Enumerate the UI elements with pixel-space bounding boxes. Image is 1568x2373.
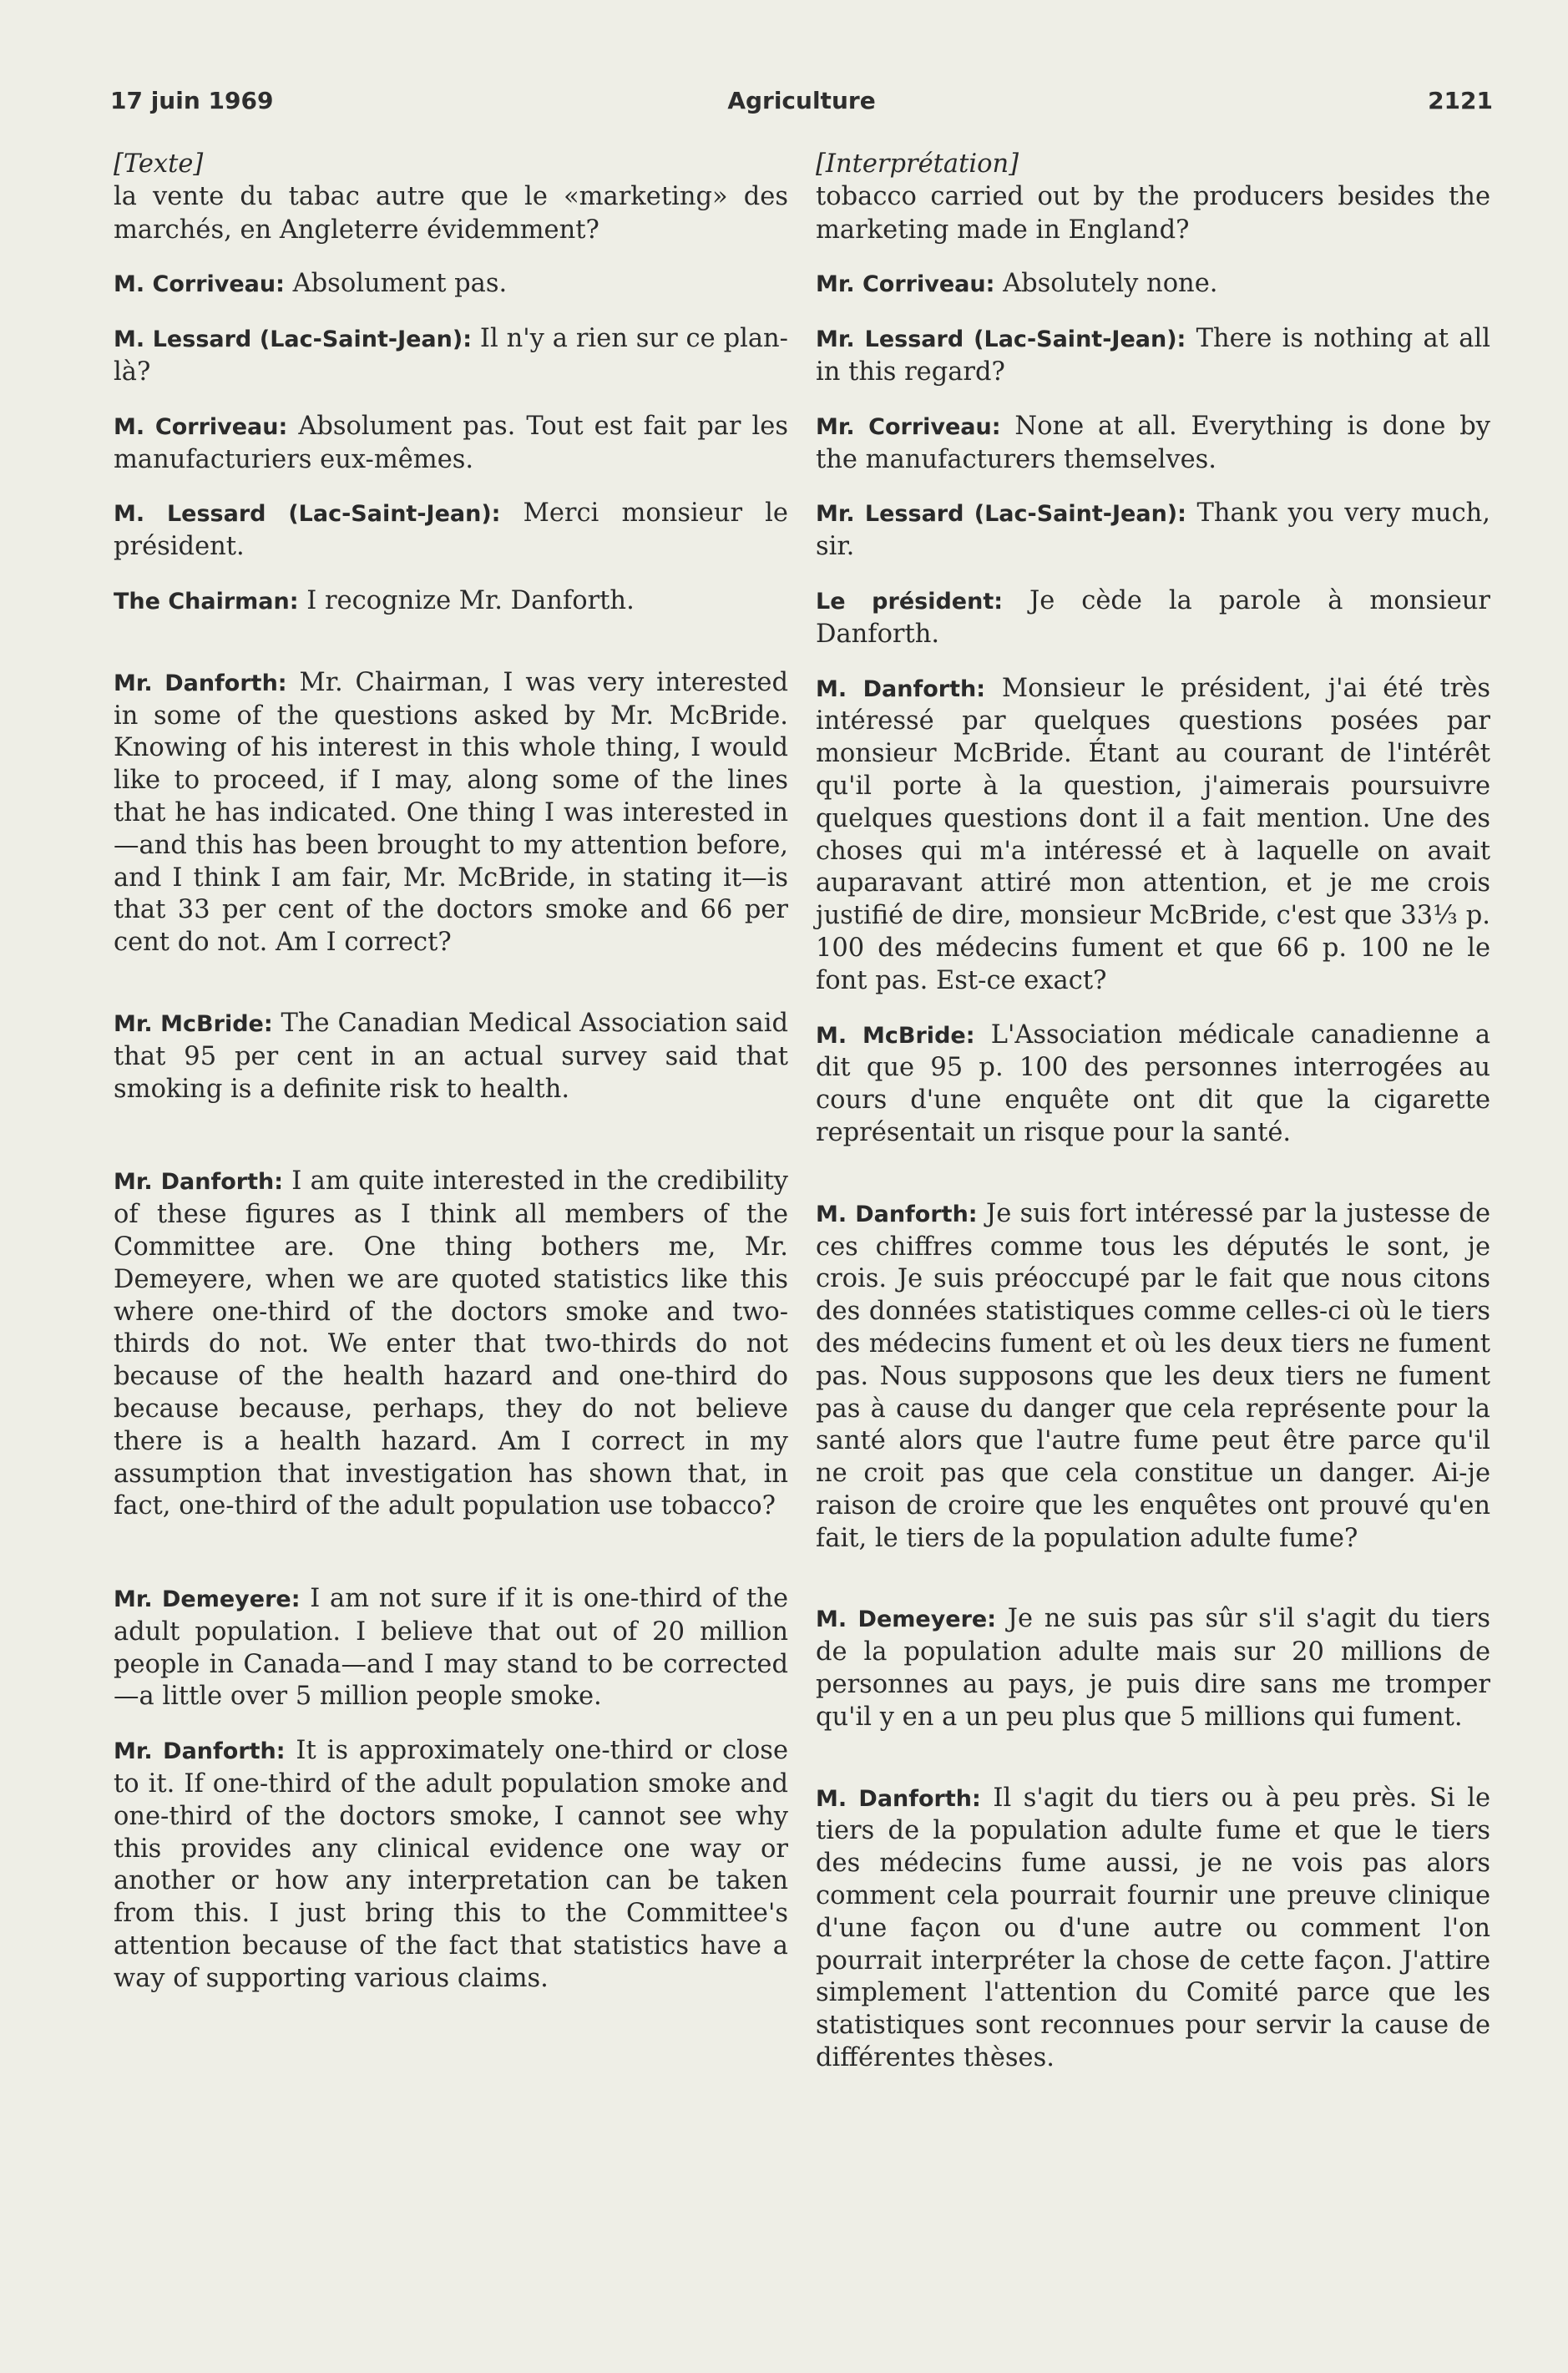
speaker-name: M. Danforth: [816, 1201, 978, 1227]
speaker-name: M. Lessard (Lac-Saint-Jean): [114, 501, 501, 528]
paragraph-text: Il s'agit du tiers ou à peu près. Si le tiers de la population adulte fume et que le tiers des médecins fume aussi, je ne vois pas alors comment cela pourrait fournir une preuve clinique d'une façon ou d'une autre ou comment l'on pourrait interpréter la chose de cette façon. J'attire simplement l'attention du Comité parce que les statistiques sont reconnues pour servir la cause de différentes thèses. [816, 1783, 1490, 2073]
paragraph-text: Absolument pas. [284, 269, 508, 299]
speaker-name: Mr. Lessard (Lac-Saint-Jean): [816, 501, 1186, 528]
speaker-name: Le président: [816, 588, 1004, 615]
speaker-name: M. Corriveau: [114, 271, 285, 298]
paragraph [114, 498, 788, 564]
paragraph [816, 673, 1490, 998]
paragraph-text: There is nothing at all in this regard? [816, 324, 1491, 387]
speaker-name: Mr. Danforth: [114, 670, 287, 696]
paragraph-text: It is approximately one-third or close to it. If one-third of the adult population smoke and one-third of the doctors smoke, I cannot see why this provides any clinical evidence one way or another or how any interpretation can be taken from this. I just bring this to the Committee's attention because of the fact that statistics have a way of supporting various claims. [114, 1736, 788, 1993]
paragraph [816, 1020, 1490, 1150]
paragraph [816, 1198, 1490, 1556]
paragraph [816, 1603, 1490, 1733]
paragraph [114, 1008, 788, 1106]
paragraph-text: Je cède la parole à monsieur Danforth. [816, 585, 1491, 649]
speaker-name: M. Danforth: [816, 1785, 981, 1812]
speaker-name: Mr. Danforth: [114, 1738, 286, 1765]
paragraph-text: Mr. Chairman, I was very interested in some of the questions asked by Mr. McBride. Knowing of his interest in this whole thing, I would like to proceed, if I may, along some of the lines that he has indicated. One thing I was interested in—and this has been brought to my attention before, and I think I am fair, Mr. McBride, in stating it—is that 33 per cent of the doctors smoke and 66 per cent do not. Am I correct? [114, 667, 788, 958]
paragraph [114, 585, 788, 619]
speaker-name: The Chairman: [114, 588, 299, 615]
speaker-name: Mr. Danforth: [114, 1169, 283, 1196]
paragraph-text: None at all. Everything is done by the manufacturers themselves. [816, 411, 1490, 474]
paragraph [114, 181, 788, 247]
paragraph-text: Il n'y a rien sur ce plan-là? [114, 324, 788, 387]
paragraph-text: tobacco carried out by the producers besides the marketing made in England? [816, 181, 1490, 245]
paragraph [816, 181, 1490, 247]
page-header [110, 87, 1493, 124]
speaker-name: Mr. Demeyere: [114, 1586, 301, 1613]
page-number: 2121 [1428, 87, 1493, 114]
section-tag: [Texte] [114, 149, 204, 179]
paragraph [816, 411, 1490, 477]
left-column-english [114, 149, 788, 2017]
paragraph [114, 411, 788, 477]
header-date: 17 juin 1969 [110, 87, 274, 114]
speaker-name: M. Demeyere: [816, 1606, 997, 1633]
speaker-name: Mr. Lessard (Lac-Saint-Jean): [816, 326, 1186, 353]
paragraph [114, 268, 788, 301]
paragraph [114, 1166, 788, 1523]
speaker-name: Mr. Corriveau: [816, 413, 1001, 440]
paragraph-text: Monsieur le président, j'ai été très intéressé par quelques questions posées par monsieur McBride. Étant au courant de l'intérêt qu'il porte à la question, j'aimerais poursuivre quelques questions dont il a fait mention. Une des choses qui m'a intéressé et à laquelle on avait auparavant attiré mon attention, et je me crois justifié de dire, monsieur McBride, c'est que 33⅓ p. 100 des médecins fument et que 66 p. 100 ne le font pas. Est-ce exact? [816, 673, 1490, 995]
paragraph [114, 323, 788, 389]
paragraph-text: L'Association médicale canadienne a dit que 95 p. 100 des personnes interrogées au cours d'une enquête ont dit que la cigarette représentait un risque pour la santé. [816, 1020, 1491, 1147]
paragraph-text: la vente du tabac autre que le «marketing» des marchés, en Angleterre évidemment? [114, 181, 788, 245]
paragraph-text: Absolutely none. [994, 269, 1218, 299]
speaker-name: M. McBride: [816, 1022, 975, 1049]
paragraph-text: Absolument pas. Tout est fait par les manufacturiers eux-mêmes. [114, 411, 788, 474]
paragraph-text: I am quite interested in the credibility of these figures as I think all members of the Committee are. One thing bothers me, Mr. Demeyere, when we are quoted statistics like this where one-third of the doctors smoke and two-thirds do not. We enter that two-thirds do not because of the health hazard and one-third do because because, perhaps, they do not believe there is a health hazard. Am I correct in my assumption that investigation has shown that, in fact, one-third of the adult population use tobacco? [114, 1166, 788, 1521]
paragraph-text: Thank you very much, sir. [816, 498, 1490, 562]
speaker-name: M. Corriveau: [114, 413, 288, 440]
paragraph-text: I am not sure if it is one-third of the adult population. I believe that out of 20 million people in Canada—and I may stand to be corrected—a little over 5 million people smoke. [114, 1584, 788, 1712]
paragraph-text: Merci monsieur le président. [114, 498, 788, 562]
speaker-name: Mr. McBride: [114, 1010, 273, 1037]
paragraph-text: Je ne suis pas sûr s'il s'agit du tiers de la population adulte mais sur 20 millions de personnes au pays, je puis dire sans me tromper qu'il y en a un peu plus que 5 millions qui fument. [816, 1604, 1490, 1732]
paragraph [114, 667, 788, 959]
speaker-name: Mr. Corriveau: [816, 271, 995, 298]
section-tag: [Interprétation] [816, 149, 1019, 179]
paragraph [114, 1735, 788, 1995]
speaker-name: M. Danforth: [816, 675, 986, 702]
paragraph [816, 268, 1490, 301]
paragraph [816, 585, 1490, 651]
paragraph [114, 1583, 788, 1713]
right-column-french [816, 149, 1490, 2097]
paragraph-text: The Canadian Medical Association said that 95 per cent in an actual survey said that smoking is a definite risk to health. [114, 1008, 789, 1104]
header-title: Agriculture [727, 87, 876, 114]
speaker-name: M. Lessard (Lac-Saint-Jean): [114, 326, 473, 353]
paragraph-text: Je suis fort intéressé par la justesse de ces chiffres comme tous les députés le sont, je crois. Je suis préoccupé par le fait que nous citons des données statistiques comme celles-ci où le tiers des médecins fument et où les deux tiers ne fument pas. Nous supposons que les deux tiers ne fument pas à cause du danger que cela représente pour la santé alors que l'autre fume peut être parce qu'il ne croit pas que cela constitue un danger. Ai-je raison de croire que les enquêtes ont prouvé qu'en fait, le tiers de la population adulte fume? [816, 1198, 1490, 1553]
paragraph-text: I recognize Mr. Danforth. [298, 585, 635, 615]
paragraph [816, 323, 1490, 389]
paragraph [816, 498, 1490, 564]
paragraph [816, 1783, 1490, 2075]
